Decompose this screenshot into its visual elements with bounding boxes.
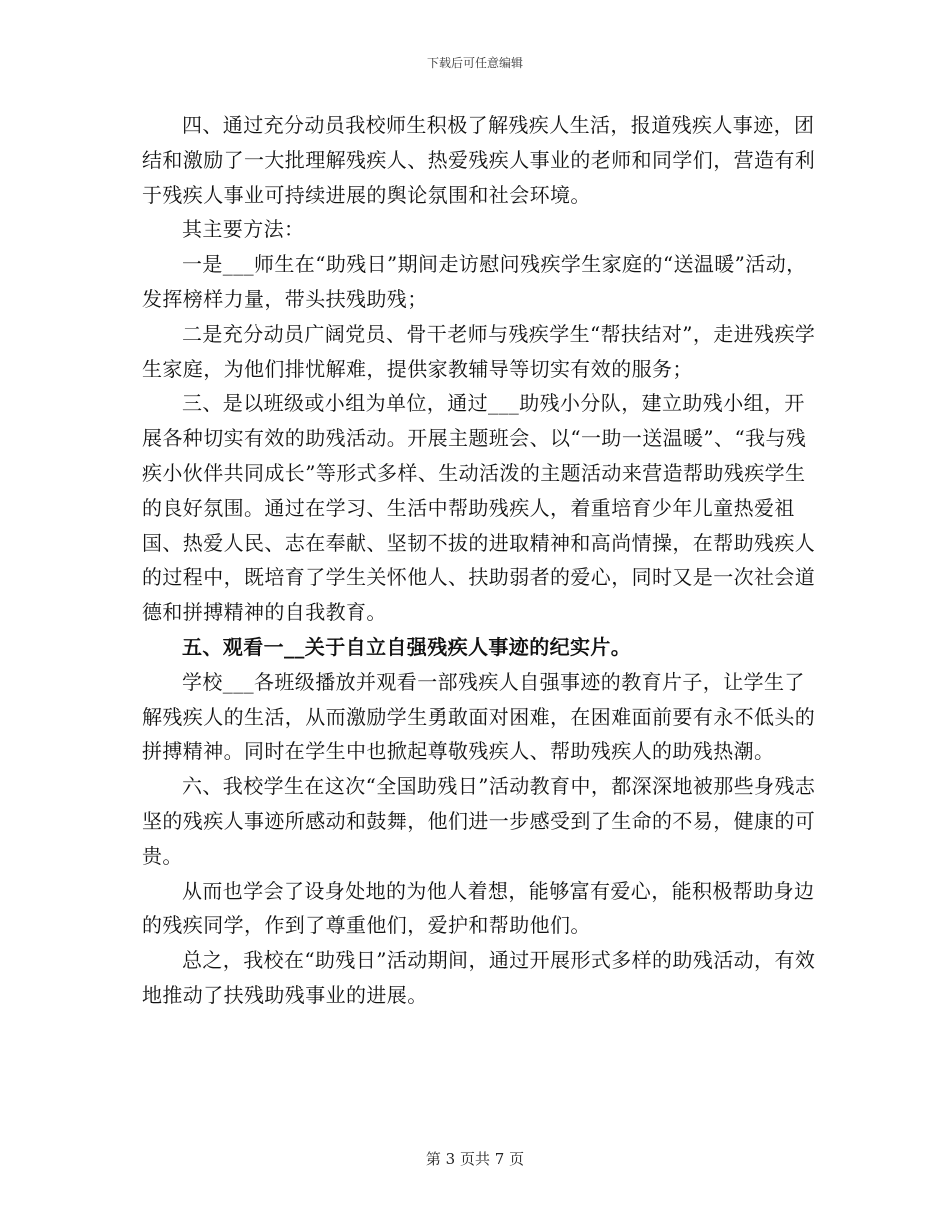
paragraph-method-one: 一是___师生在“助残日”期间走访慰问残疾学生家庭的“送温暖”活动，发挥榜样力量，带头扶残助残； <box>142 252 807 311</box>
page-number: 第 3 页共 7 页 <box>425 1150 525 1168</box>
paragraph-section-six: 六、我校学生在这次“全国助残日”活动教育中，都深深地被那些身残志坚的残疾人事迹所感动和鼓舞，他们进一步感受到了生命的不易，健康的可贵。 <box>142 774 816 868</box>
paragraph-main-methods: 其主要方法： <box>182 217 305 242</box>
paragraph-summary: 总之，我校在“助残日”活动期间，通过开展形式多样的助残活动，有效地推动了扶残助残事业的进展。 <box>142 948 816 1007</box>
paragraph-empathy: 从而也学会了设身处地的为他人着想，能够富有爱心，能积极帮助身边的残疾同学，作到了尊重他们，爱护和帮助他们。 <box>142 878 815 938</box>
paragraph-section-four: 四、通过充分动员我校师生积极了解残疾人生活，报道残疾人事迹，团结和激励了一大批理解残疾人、热爱残疾人事业的老师和同学们，营造有利于残疾人事业可持续进展的舆论氛围和社会环境。 <box>142 113 816 207</box>
paragraph-method-three: 三、是以班级或小组为单位，通过___助残小分队，建立助残小组，开展各种切实有效的助残活动。开展主题班会、以“一助一送温暖”、“我与残疾小伙伴共同成长”等形式多样、生动活泼的主题活动来营造帮助残疾学生的良好氛围。通过在学习、生活中帮助残疾人，着重培育少年儿童热爱祖国、热爱人民、志在奉献、坚韧不拔的进取精神和高尚情操，在帮助残疾人的过程中，既培育了学生关怀他人、扶助弱者的爱心，同时又是一次社会道德和拼搏精神的自我教育。 <box>142 391 816 625</box>
heading-section-five: 五、观看一__关于自立自强残疾人事迹的纪实片。 <box>182 634 632 659</box>
paragraph-section-five: 学校___各班级播放并观看一部残疾人自强事迹的教育片子，让学生了解残疾人的生活，从而激励学生勇敢面对困难，在困难面前要有永不低头的拼搏精神。同时在学生中也掀起尊敬残疾人、帮助残疾人的助残热潮。 <box>142 669 816 764</box>
paragraph-method-two: 二是充分动员广阔党员、骨干老师与残疾学生“帮扶结对”，走进残疾学生家庭，为他们排忧解难，提供家教辅导等切实有效的服务； <box>142 321 816 381</box>
header-note: 下载后可任意编辑 <box>426 56 523 70</box>
document-body <box>142 108 818 1013</box>
